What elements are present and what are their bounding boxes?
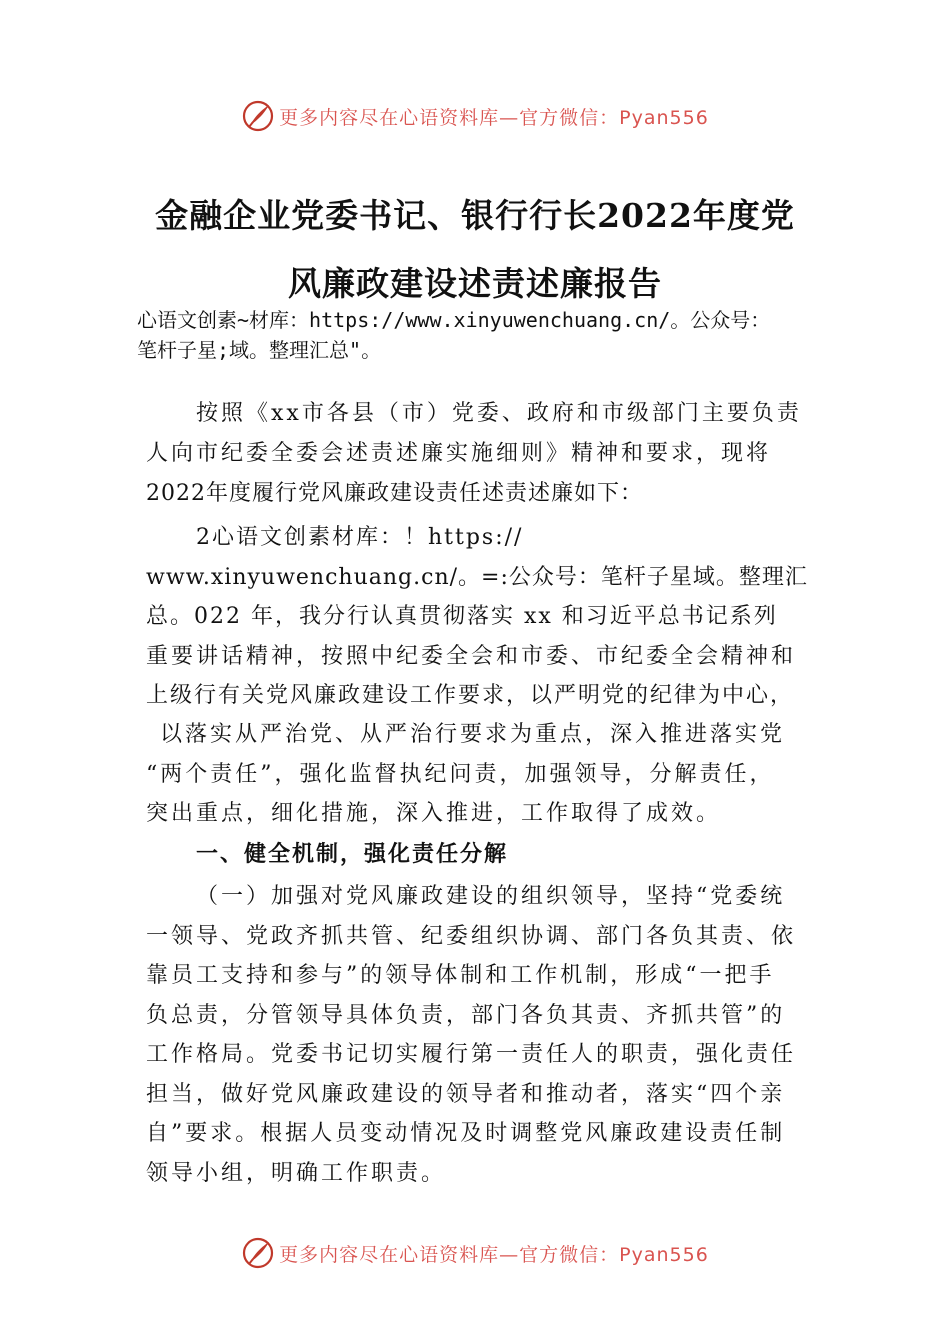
paragraph-line: 工作格局。党委书记切实履行第一责任人的职责，强化责任 [146, 1042, 797, 1067]
source-note-line-1: 心语文创素~材库：https://www.xinyuwenchuang.cn/。公众号： [137, 308, 771, 332]
paragraph-line: 担当，做好党风廉政建设的领导者和推动者，落实“四个亲 [146, 1082, 786, 1107]
paragraph-line: 领导小组，明确工作职责。 [146, 1161, 447, 1186]
section-heading: 一、健全机制，强化责任分解 [196, 842, 509, 867]
paragraph-line: 以落实从严治党、从严治行要求为重点，深入推进落实党 [160, 722, 786, 747]
paragraph-line: 重要讲话精神，按照中纪委全会和市委、市纪委全会精神和 [146, 644, 797, 669]
paragraph-line: www.xinyuwenchuang.cn/。=:公众号：笔杆子星域。整理汇 [146, 565, 808, 590]
paragraph-line: “两个责任”，强化监督执纪问责，加强领导，分解责任， [146, 762, 775, 787]
quill-logo-icon [241, 1236, 275, 1270]
wechat-handle: Pyan556 [619, 1243, 709, 1266]
paragraph-line: 人向市纪委全委会述责述廉实施细则》精神和要求，现将 [146, 441, 772, 466]
document-title-line-2: 风廉政建设述责述廉报告 [288, 264, 662, 303]
paragraph-line: 突出重点，细化措施，深入推进，工作取得了成效。 [146, 801, 722, 826]
wechat-handle: Pyan556 [619, 106, 709, 129]
paragraph-line: 2心语文创素材库：！https:// [196, 525, 524, 550]
paragraph-line: 自”要求。根据人员变动情况及时调整党风廉政建设责任制 [146, 1121, 786, 1146]
paragraph-line: 一领导、党政齐抓共管、纪委组织协调、部门各负其责、依 [146, 924, 797, 949]
paragraph-line: 靠员工支持和参与”的领导体制和工作机制，形成“一把手 [146, 963, 775, 988]
header-banner [0, 96, 950, 136]
paragraph-line: 上级行有关党风廉政建设工作要求，以严明党的纪律为中心， [146, 683, 795, 708]
paragraph-line: 按照《xx市各县（市）党委、政府和市级部门主要负责 [196, 401, 802, 426]
paragraph-line: 2022年度履行党风廉政建设责任述责述廉如下： [146, 481, 643, 506]
footer-banner [0, 1233, 950, 1273]
paragraph-line: 负总责，分管领导具体负责，部门各负其责、齐抓共管”的 [146, 1003, 786, 1028]
paragraph-line: 总。022 年，我分行认真贯彻落实 xx 和习近平总书记系列 [146, 604, 778, 629]
source-note-line-2: 笔杆子星;域。整理汇总"。 [137, 338, 382, 362]
paragraph-line: （一）加强对党风廉政建设的组织领导，坚持“党委统 [196, 884, 786, 909]
document-title-line-1: 金融企业党委书记、银行行长2022年度党 [155, 196, 795, 235]
banner-text: 更多内容尽在心语资料库—官方微信：Pyan556 [279, 106, 709, 129]
banner-text: 更多内容尽在心语资料库—官方微信：Pyan556 [279, 1243, 709, 1266]
quill-logo-icon [241, 99, 275, 133]
